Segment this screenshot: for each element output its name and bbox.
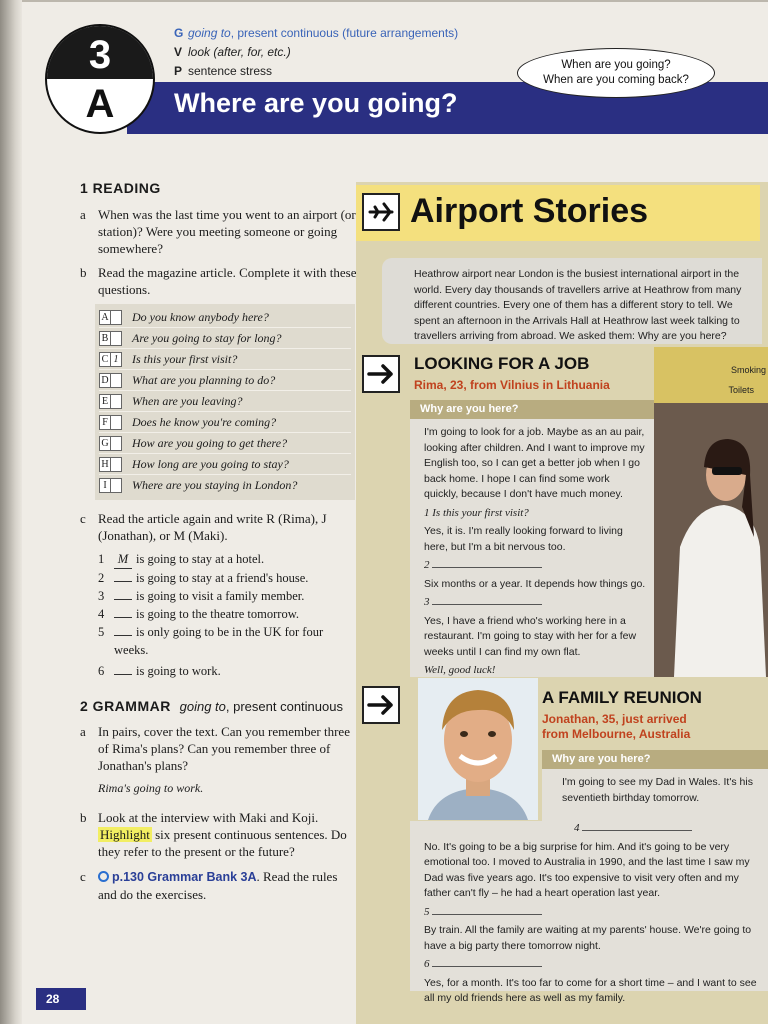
unit-number: 3 bbox=[47, 26, 153, 79]
answer-box[interactable] bbox=[111, 310, 122, 325]
grammar-section-title: 2 GRAMMAR going to, present continuous bbox=[80, 698, 343, 714]
story1-subtitle: Rima, 23, from Vilnius in Lithuania bbox=[414, 378, 610, 392]
arrow-right-icon bbox=[362, 355, 400, 393]
sign-toilets: Toilets bbox=[728, 385, 754, 395]
story2-text: 4 No. It's going to be a big surprise for him. And it's going to be very emotional too. I moved to Australia in 1990, and the last time I saw my Dad was five years ago. It's too expensive to visit very often and my father can't fly – he had a heart operation last year. 5 By train. All the family are waiting at my parents' house. We're going to have a big party there tomorrow night. 6 Yes, for a month. It's too far to come for a short time – and I want to see all my old friends here as well as my family. bbox=[410, 821, 768, 991]
article-title: Airport Stories bbox=[410, 192, 649, 230]
answer-box[interactable] bbox=[111, 331, 122, 346]
grammar-bank-icon bbox=[98, 871, 109, 882]
answer-box[interactable] bbox=[111, 478, 122, 493]
unit-objectives bbox=[174, 24, 458, 81]
grammar-task-c: c p.130 Grammar Bank 3A. Read the rules and do the exercises. bbox=[80, 869, 338, 902]
reading-task-c: c Read the article again and write R (Rima), J (Jonathan), or M (Maki). bbox=[80, 511, 327, 543]
reading-task-a: a When was the last time you went to an airport (or station)? Were you meeting someone or going somewhere? bbox=[80, 207, 356, 256]
page-number: 28 bbox=[36, 988, 86, 1010]
statement-row: 3 is going to visit a family member. bbox=[98, 589, 305, 603]
story2-intro-text: I'm going to see my Dad in Wales. It's his seventieth birthday tomorrow. bbox=[542, 769, 768, 821]
answer-box[interactable] bbox=[111, 436, 122, 451]
story2-title: A FAMILY REUNION bbox=[542, 688, 702, 707]
answer-blank[interactable] bbox=[114, 599, 132, 600]
story1-text: I'm going to look for a job. Maybe as an au pair, looking after children. And I want to improve my English too, so I can get a better job when I go back home. I hope I can find some work quickly, because I don't have much money. 1 Is this your first visit? Yes, it is. I'm really looking forward to living here, but I'm a bit nervous too. 2 Six months or a year. It depends how things go. 3 Yes, I have a friend who's working here in a restaurant. I'm going to stay with her for a few weeks until I can find my own flat. Well, good luck! bbox=[410, 419, 654, 677]
question-row: F Does he know you're coming? bbox=[99, 412, 351, 433]
statement-list bbox=[98, 550, 358, 680]
photo-rima bbox=[654, 347, 768, 677]
grammar-bank-link[interactable]: p.130 Grammar Bank 3A bbox=[112, 870, 257, 884]
grammar-task-b: b Look at the interview with Maki and Koji. Highlight six present continuous sentences. Do they refer to the present or the future? bbox=[80, 810, 347, 859]
textbook-page bbox=[22, 2, 768, 1024]
story2-question-5[interactable]: 5 bbox=[424, 905, 760, 921]
story1-question-3[interactable]: 3 bbox=[424, 595, 646, 611]
statement-row: 1 M is going to stay at a hotel. bbox=[98, 550, 358, 569]
story2-subtitle: Jonathan, 35, just arrived from Melbourne, Australia bbox=[542, 712, 691, 741]
question-row: A Do you know anybody here? bbox=[99, 307, 351, 328]
grammar-example: Rima's going to work. bbox=[98, 781, 204, 795]
article-intro: Heathrow airport near London is the busiest international airport in the world. Every day thousands of travellers arrive at Heathrow from many different countries. Every one of them has a different story to tell. We spent an afternoon in the Arrivals Hall at Heathrow last week talking to travellers arriving from abroad. We asked them: Why are you here? bbox=[382, 258, 762, 344]
page-title: Where are you going? bbox=[174, 88, 458, 118]
story1-question-1: 1 Is this your first visit? bbox=[424, 506, 529, 519]
reading-task-b: b Read the magazine article. Complete it with these questions. bbox=[80, 265, 357, 297]
question-row: D What are you planning to do? bbox=[99, 370, 351, 391]
story2-why-bar: Why are you here? bbox=[542, 750, 768, 769]
unit-badge bbox=[45, 24, 155, 134]
answer-box[interactable] bbox=[111, 373, 122, 388]
story1-why-bar: Why are you here? bbox=[410, 400, 654, 419]
answer-box[interactable]: 1 bbox=[111, 352, 122, 367]
story2-question-6[interactable]: 6 bbox=[424, 957, 760, 973]
statement-row: 5 is only going to be in the UK for four weeks. bbox=[98, 625, 324, 657]
arrow-right-icon bbox=[362, 686, 400, 724]
objective-pronunciation: P sentence stress bbox=[174, 64, 273, 78]
photo-jonathan bbox=[418, 678, 538, 820]
statement-row: 6 is going to work. bbox=[98, 664, 221, 678]
answer-box[interactable] bbox=[111, 457, 122, 472]
grammar-task-a: a In pairs, cover the text. Can you remember three of Rima's plans? Can you remember three of Jonathan's plans? bbox=[80, 724, 350, 773]
objective-vocabulary: V look (after, for, etc.) bbox=[174, 45, 291, 59]
answer-blank[interactable] bbox=[114, 674, 132, 675]
answer-box[interactable] bbox=[111, 415, 122, 430]
unit-letter: A bbox=[85, 82, 115, 126]
reading-section-title: 1 READING bbox=[80, 180, 161, 196]
highlight-word: Highlight bbox=[100, 827, 150, 842]
answer-blank[interactable]: M bbox=[114, 550, 132, 569]
answer-blank[interactable] bbox=[114, 581, 132, 582]
answer-blank[interactable] bbox=[114, 617, 132, 618]
statement-row: 4 is going to the theatre tomorrow. bbox=[98, 607, 300, 621]
question-row: H How long are you going to stay? bbox=[99, 454, 351, 475]
question-row: E When are you leaving? bbox=[99, 391, 351, 412]
book-spine bbox=[0, 0, 22, 1024]
sign-smoking: Smoking bbox=[730, 365, 766, 375]
objective-grammar: G going to, present continuous (future arrangements) bbox=[174, 26, 459, 40]
question-row: B Are you going to stay for long? bbox=[99, 328, 351, 349]
question-row: G How are you going to get there? bbox=[99, 433, 351, 454]
statement-row: 2 is going to stay at a friend's house. bbox=[98, 571, 309, 585]
question-row: C 1 Is this your first visit? bbox=[99, 349, 351, 370]
exercise-column bbox=[80, 180, 358, 903]
story1-question-2[interactable]: 2 bbox=[424, 558, 646, 574]
answer-box[interactable] bbox=[111, 394, 122, 409]
question-row: I Where are you staying in London? bbox=[99, 475, 351, 496]
story2-question-4[interactable]: 4 bbox=[424, 821, 760, 837]
plane-icon bbox=[362, 193, 400, 231]
answer-blank[interactable] bbox=[114, 635, 132, 636]
speech-bubble: When are you going? When are you coming back? bbox=[517, 48, 715, 98]
story1-title: LOOKING FOR A JOB bbox=[414, 354, 590, 373]
question-box bbox=[95, 304, 355, 500]
